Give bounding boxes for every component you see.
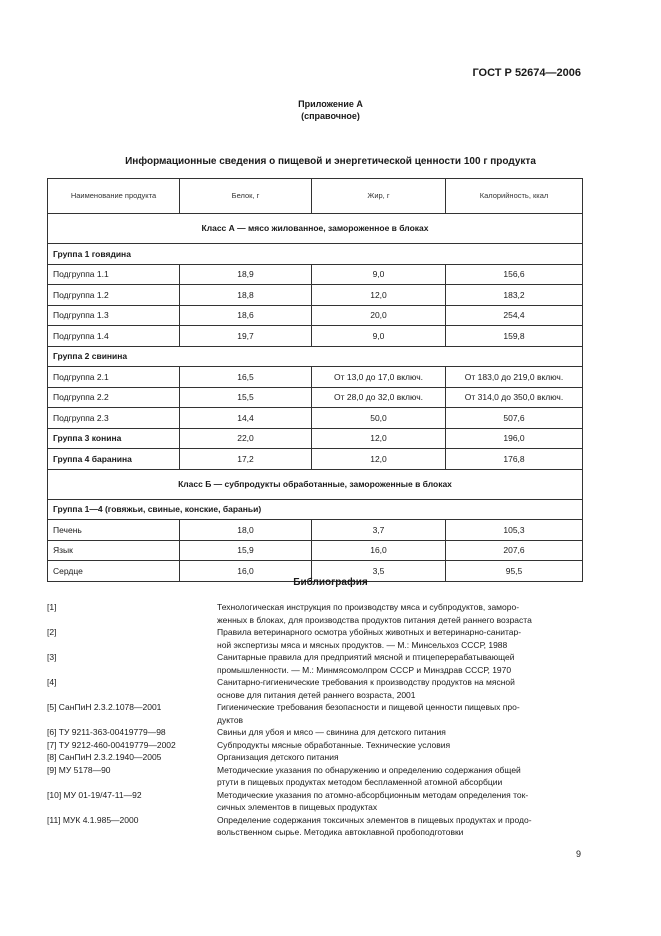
bibliography-line: Методические указания по обнаружению и определению содержания общей [217, 764, 521, 775]
bibliography-line: ртути в пищевых продуктах методом беспламенной атомной абсорбции [217, 777, 503, 787]
protein-value: 16,0 [180, 561, 312, 582]
protein-value: 16,5 [180, 367, 312, 388]
kcal-value: 507,6 [446, 408, 583, 429]
bibliography-entry [47, 814, 587, 839]
protein-value: 15,9 [180, 540, 312, 561]
column-header: Наименование продукта [48, 179, 180, 214]
fat-value: 12,0 [312, 285, 446, 306]
bibliography-text [217, 651, 587, 676]
bibliography-line: Гигиенические требования безопасности и пищевой ценности пищевых про- [217, 702, 520, 712]
protein-value: 19,7 [180, 326, 312, 347]
protein-value: 18,8 [180, 285, 312, 306]
column-header: Жир, г [312, 179, 446, 214]
product-name: Подгруппа 1.2 [48, 285, 180, 306]
table-row [48, 305, 583, 326]
class-b-row [48, 469, 583, 499]
bibliography-entry [47, 601, 587, 626]
protein-value: 15,5 [180, 387, 312, 408]
bibliography-text [217, 601, 587, 626]
fat-value: 12,0 [312, 428, 446, 449]
product-name: Группа 4 баранина [48, 449, 180, 470]
bibliography-text [217, 739, 587, 752]
bibliography-text [217, 676, 587, 701]
standard-number: ГОСТ Р 52674—2006 [472, 67, 581, 79]
group-1-row [48, 244, 583, 265]
protein-value: 22,0 [180, 428, 312, 449]
bibliography-line: женных в блоках, для производства продуктов питания детей раннего возраста [217, 614, 532, 625]
nutrition-table [47, 178, 583, 582]
kcal-value: От 183,0 до 219,0 включ. [446, 367, 583, 388]
column-header: Белок, г [180, 179, 312, 214]
protein-value: 17,2 [180, 449, 312, 470]
bibliography-entry [47, 789, 587, 814]
bibliography-line: Определение содержания токсичных элементов в пищевых продуктах и продо- [217, 814, 532, 825]
bibliography-entry [47, 701, 587, 726]
fat-value: 16,0 [312, 540, 446, 561]
bibliography-text [217, 751, 587, 764]
bibliography-line: сичных элементов в пищевых продуктах [217, 802, 378, 812]
group-1-4-row [48, 499, 583, 520]
kcal-value: 196,0 [446, 428, 583, 449]
table-caption: Информационные сведения о пищевой и энергетической ценности 100 г продукта [125, 156, 536, 167]
appendix-subtitle: (справочное) [301, 111, 360, 121]
bibliography-entry [47, 739, 587, 752]
protein-value: 14,4 [180, 408, 312, 429]
bibliography-line: промышленности. — М.: Минмясомолпром СССР и Минздрав СССР, 1970 [217, 664, 512, 675]
bibliography-entry [47, 676, 587, 701]
table-row [48, 285, 583, 306]
protein-value: 18,6 [180, 305, 312, 326]
table-row [48, 367, 583, 388]
product-name: Подгруппа 1.4 [48, 326, 180, 347]
bibliography-ref: [6] ТУ 9211-363-00419779—98 [47, 727, 166, 737]
bibliography-text [217, 789, 587, 814]
kcal-value: 207,6 [446, 540, 583, 561]
kcal-value: 95,5 [446, 561, 583, 582]
bibliography-text [217, 626, 587, 651]
bibliography-text [217, 726, 587, 739]
fat-value: 9,0 [312, 326, 446, 347]
bibliography-line: Технологическая инструкция по производству мяса и субпродуктов, заморо- [217, 602, 520, 612]
table-row [48, 520, 583, 541]
bibliography-text [217, 814, 587, 839]
class-a-row [48, 214, 583, 244]
bibliography-line: ной экспертизы мяса и мясных продуктов. — М.: Минсельхоз СССР, 1988 [217, 639, 508, 650]
table-row [48, 264, 583, 285]
bibliography-line: Субпродукты мясные обработанные. Технические условия [217, 739, 451, 750]
bibliography-ref: [11] МУК 4.1.985—2000 [47, 814, 139, 825]
product-name: Печень [48, 520, 180, 541]
bibliography-line: Методические указания по атомно-абсорбционным методам определения ток- [217, 789, 529, 800]
product-name: Язык [48, 540, 180, 561]
product-name: Группа 3 конина [48, 428, 180, 449]
bibliography-ref: [4] [47, 677, 57, 687]
table-row [48, 540, 583, 561]
appendix-title: Приложение А [298, 99, 363, 109]
bibliography-text [217, 764, 587, 789]
protein-value: 18,9 [180, 264, 312, 285]
bibliography-entry [47, 751, 587, 764]
bibliography-entry [47, 726, 587, 739]
protein-value: 18,0 [180, 520, 312, 541]
product-name: Подгруппа 2.1 [48, 367, 180, 388]
bibliography-ref: [3] [47, 652, 57, 662]
table-header-row [48, 179, 583, 214]
kcal-value: 105,3 [446, 520, 583, 541]
kcal-value: 156,6 [446, 264, 583, 285]
group-1-label: Группа 1 говядина [48, 244, 583, 265]
class-a-label: Класс А — мясо жилованное, замороженное в блоках [48, 214, 583, 244]
bibliography-ref: [5] СанПиН 2.3.2.1078—2001 [47, 702, 162, 712]
kcal-value: 176,8 [446, 449, 583, 470]
product-name: Подгруппа 1.3 [48, 305, 180, 326]
bibliography-ref: [9] МУ 5178—90 [47, 764, 111, 775]
table-row [48, 408, 583, 429]
bibliography-ref: [1] [47, 602, 57, 612]
bibliography-text [217, 701, 587, 726]
page-number: 9 [575, 849, 581, 859]
bibliography-line: основе для питания детей раннего возраста, 2001 [217, 689, 416, 700]
bibliography-line: Правила ветеринарного осмотра убойных животных и ветеринарно-санитар- [217, 627, 522, 637]
class-b-label: Класс Б — субпродукты обработанные, замороженные в блоках [48, 469, 583, 499]
bibliography-ref: [7] ТУ 9212-460-00419779—2002 [47, 739, 176, 750]
product-name: Подгруппа 2.2 [48, 387, 180, 408]
bibliography-line: Санитарно-гигиенические требования к производству продуктов на мясной [217, 677, 515, 687]
kcal-value: 183,2 [446, 285, 583, 306]
bibliography-ref: [8] СанПиН 2.3.2.1940—2005 [47, 752, 162, 762]
group-3-row [48, 428, 583, 449]
group-2-row [48, 346, 583, 367]
product-name: Подгруппа 1.1 [48, 264, 180, 285]
fat-value: 3,7 [312, 520, 446, 541]
product-name: Сердце [48, 561, 180, 582]
fat-value: 50,0 [312, 408, 446, 429]
bibliography-entry [47, 651, 587, 676]
column-header: Калорийность, ккал [446, 179, 583, 214]
bibliography-line: дуктов [217, 714, 244, 725]
bibliography-list [47, 601, 587, 839]
bibliography-line: Организация детского питания [217, 752, 339, 762]
fat-value: От 13,0 до 17,0 включ. [312, 367, 446, 388]
group-1-4-label: Группа 1—4 (говяжьи, свиные, конские, бараньи) [48, 499, 583, 520]
bibliography-entry [47, 626, 587, 651]
appendix-heading [0, 98, 661, 122]
bibliography-entry [47, 764, 587, 789]
group-2-label: Группа 2 свинина [48, 346, 583, 367]
kcal-value: 159,8 [446, 326, 583, 347]
table-row [48, 387, 583, 408]
bibliography-line: Свиньи для убоя и мясо — свинина для детского питания [217, 727, 446, 737]
table-row [48, 326, 583, 347]
bibliography-line: Санитарные правила для предприятий мясной и птицеперерабатывающей [217, 652, 515, 662]
fat-value: 3,5 [312, 561, 446, 582]
product-name: Подгруппа 2.3 [48, 408, 180, 429]
fat-value: От 28,0 до 32,0 включ. [312, 387, 446, 408]
bibliography-ref: [2] [47, 627, 57, 637]
group-4-row [48, 449, 583, 470]
kcal-value: От 314,0 до 350,0 включ. [446, 387, 583, 408]
fat-value: 20,0 [312, 305, 446, 326]
fat-value: 12,0 [312, 449, 446, 470]
kcal-value: 254,4 [446, 305, 583, 326]
bibliography-title: Библиография [293, 577, 368, 588]
bibliography-line: вольственном сырье. Методика автоклавной пробоподготовки [217, 827, 464, 837]
bibliography-ref: [10] МУ 01-19/47-11—92 [47, 789, 142, 800]
fat-value: 9,0 [312, 264, 446, 285]
